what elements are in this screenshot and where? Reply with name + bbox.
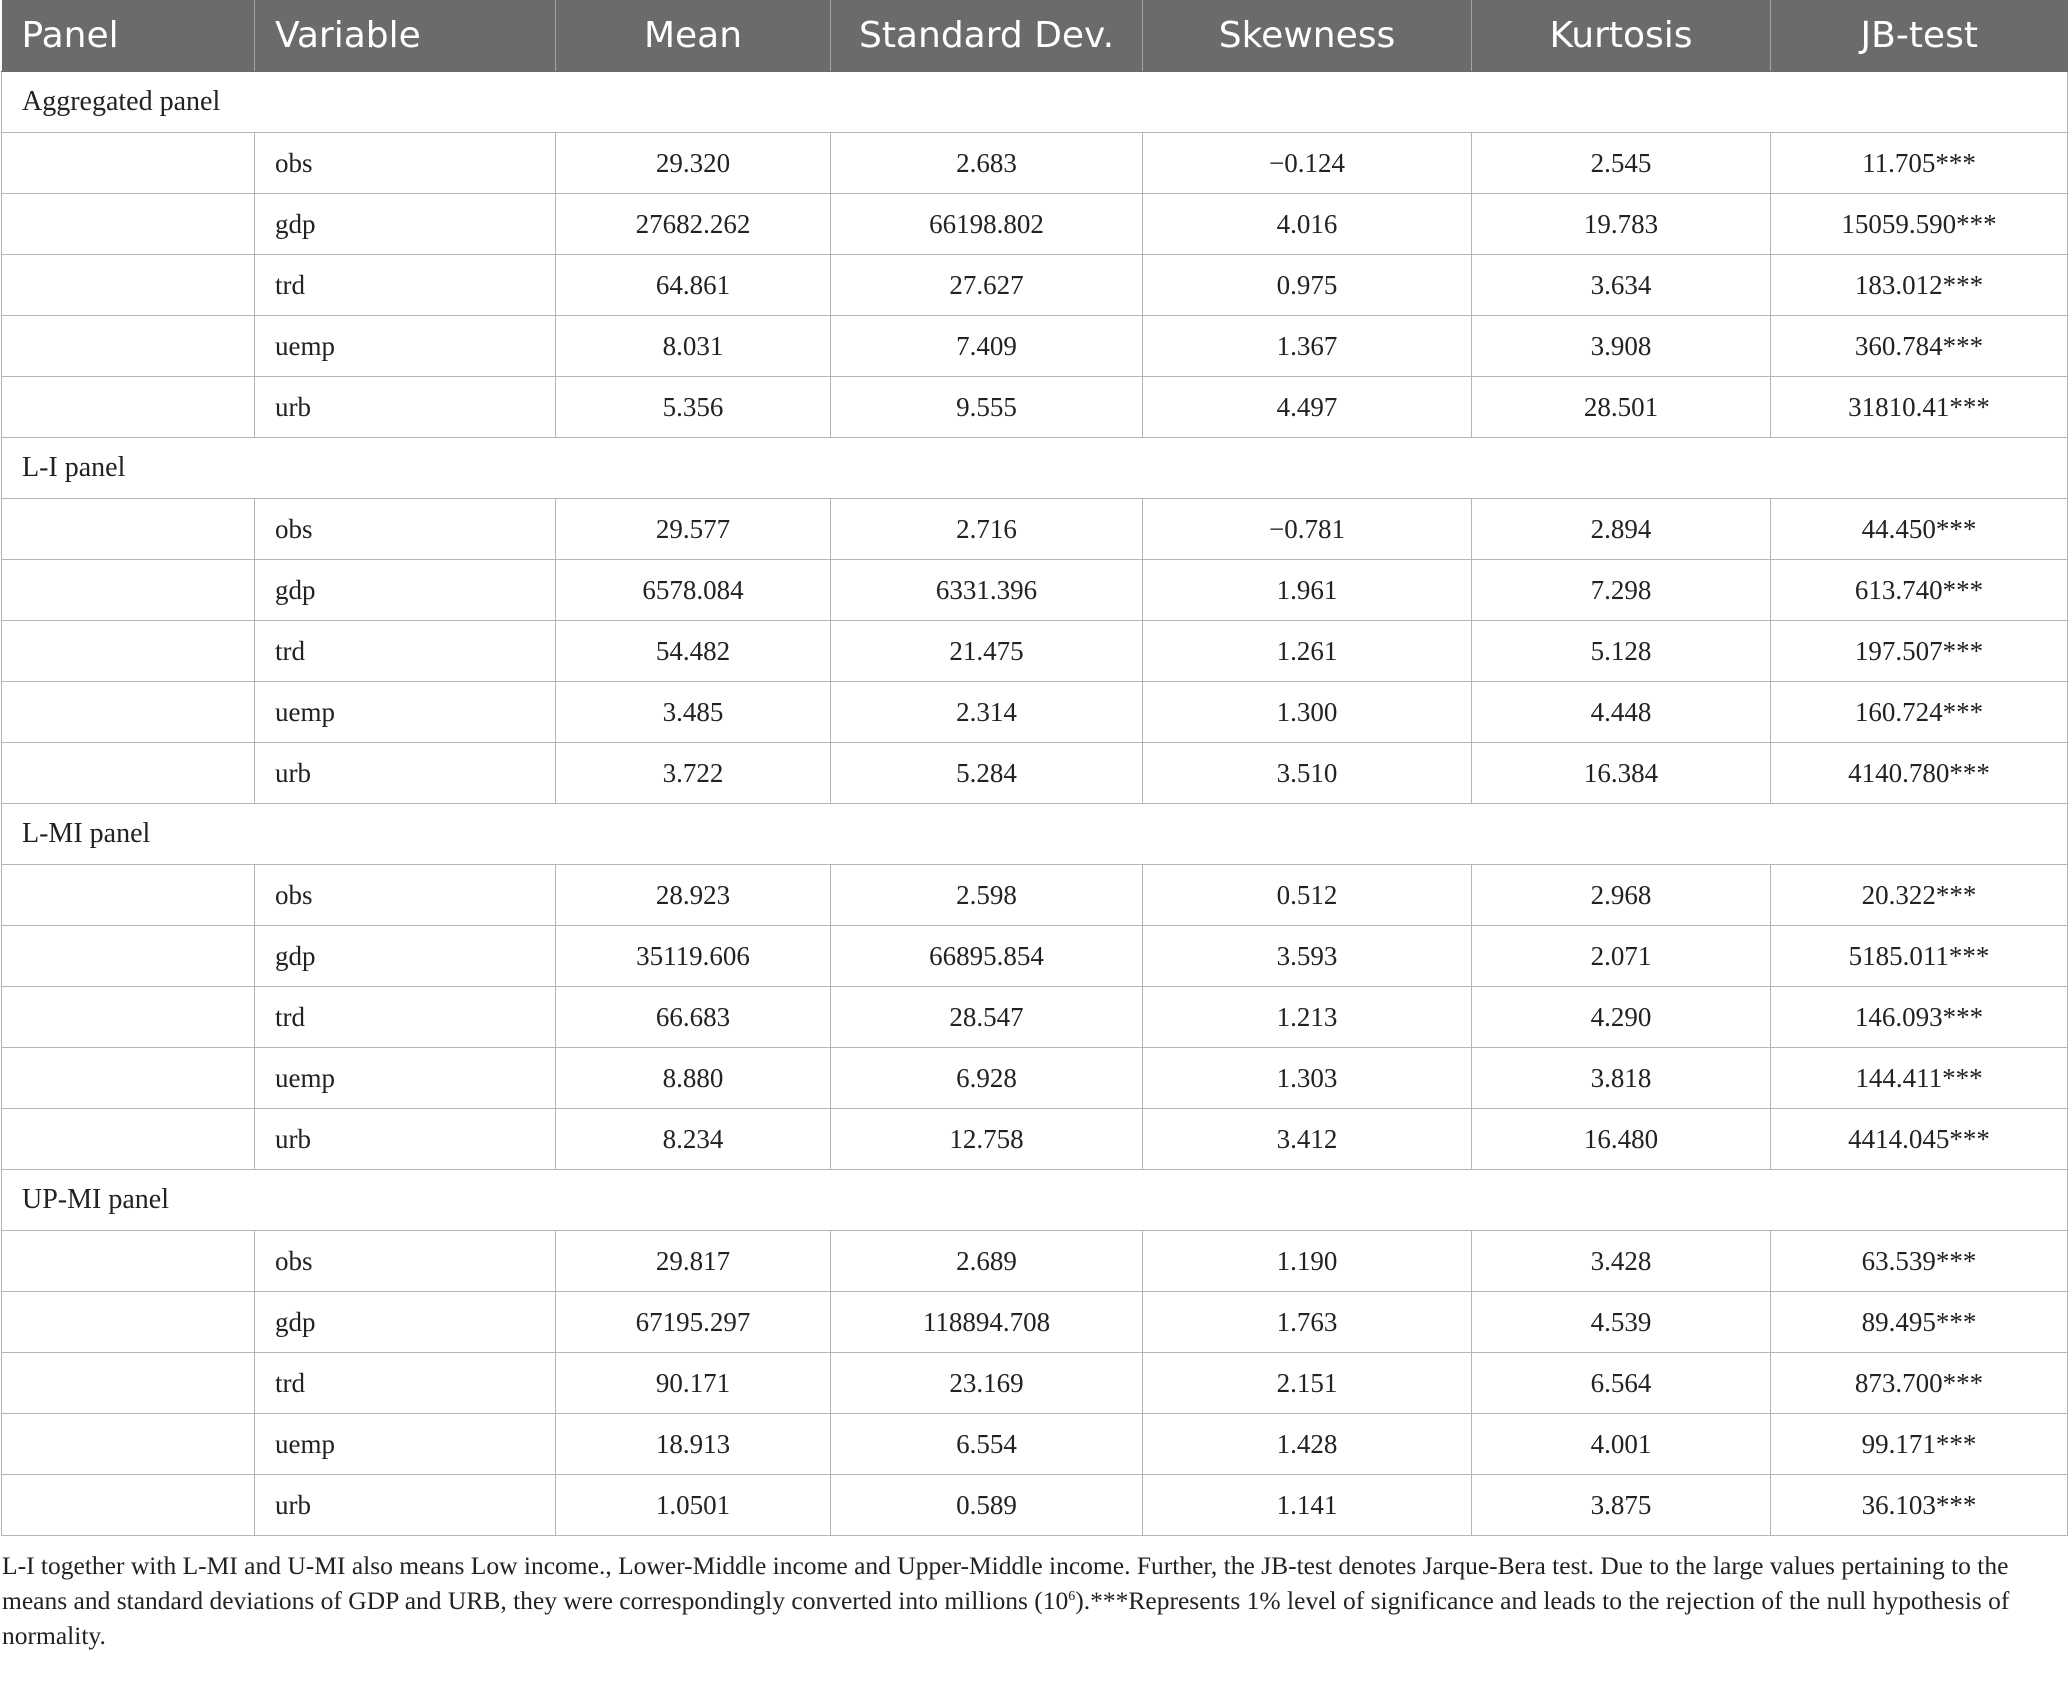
header-mean: Mean bbox=[556, 0, 831, 72]
table-row bbox=[2, 1475, 2068, 1536]
cell-standard-dev: 2.314 bbox=[831, 682, 1143, 743]
cell-standard-dev: 2.683 bbox=[831, 133, 1143, 194]
panel-group-row bbox=[2, 1170, 2068, 1231]
table-row bbox=[2, 255, 2068, 316]
header-panel: Panel bbox=[2, 0, 255, 72]
cell-mean: 27682.262 bbox=[556, 194, 831, 255]
cell-skewness: −0.124 bbox=[1143, 133, 1472, 194]
cell-jb-test: 360.784*** bbox=[1771, 316, 2068, 377]
cell-mean: 35119.606 bbox=[556, 926, 831, 987]
cell-skewness: 1.428 bbox=[1143, 1414, 1472, 1475]
cell-standard-dev: 21.475 bbox=[831, 621, 1143, 682]
cell-standard-dev: 5.284 bbox=[831, 743, 1143, 804]
panel-cell-empty bbox=[2, 133, 255, 194]
cell-mean: 54.482 bbox=[556, 621, 831, 682]
cell-variable: trd bbox=[255, 987, 556, 1048]
cell-standard-dev: 118894.708 bbox=[831, 1292, 1143, 1353]
table-row bbox=[2, 1353, 2068, 1414]
cell-jb-test: 183.012*** bbox=[1771, 255, 2068, 316]
cell-mean: 29.817 bbox=[556, 1231, 831, 1292]
cell-skewness: 3.412 bbox=[1143, 1109, 1472, 1170]
header-jb-test: JB-test bbox=[1771, 0, 2068, 72]
cell-jb-test: 5185.011*** bbox=[1771, 926, 2068, 987]
cell-variable: uemp bbox=[255, 316, 556, 377]
cell-mean: 3.722 bbox=[556, 743, 831, 804]
panel-cell-empty bbox=[2, 1353, 255, 1414]
header-row bbox=[2, 0, 2068, 72]
table-row bbox=[2, 1109, 2068, 1170]
cell-standard-dev: 12.758 bbox=[831, 1109, 1143, 1170]
cell-skewness: 1.303 bbox=[1143, 1048, 1472, 1109]
table-footnote bbox=[2, 1548, 2057, 1653]
cell-skewness: 1.367 bbox=[1143, 316, 1472, 377]
table-row bbox=[2, 621, 2068, 682]
cell-jb-test: 613.740*** bbox=[1771, 560, 2068, 621]
descriptive-statistics-table bbox=[1, 0, 2068, 1536]
cell-skewness: 0.975 bbox=[1143, 255, 1472, 316]
cell-skewness: −0.781 bbox=[1143, 499, 1472, 560]
cell-kurtosis: 3.428 bbox=[1472, 1231, 1771, 1292]
cell-standard-dev: 0.589 bbox=[831, 1475, 1143, 1536]
header-skewness: Skewness bbox=[1143, 0, 1472, 72]
cell-standard-dev: 6.928 bbox=[831, 1048, 1143, 1109]
panel-group-row bbox=[2, 72, 2068, 133]
panel-cell-empty bbox=[2, 926, 255, 987]
cell-kurtosis: 19.783 bbox=[1472, 194, 1771, 255]
cell-mean: 90.171 bbox=[556, 1353, 831, 1414]
cell-skewness: 4.016 bbox=[1143, 194, 1472, 255]
panel-group-row bbox=[2, 804, 2068, 865]
cell-mean: 28.923 bbox=[556, 865, 831, 926]
cell-variable: obs bbox=[255, 499, 556, 560]
cell-standard-dev: 2.716 bbox=[831, 499, 1143, 560]
footnote-text-end: ).***Represents 1% level of significance and leads to the rejection of the null hypothesis of normality. bbox=[2, 1586, 2010, 1650]
cell-kurtosis: 16.384 bbox=[1472, 743, 1771, 804]
table-header bbox=[2, 0, 2068, 72]
cell-kurtosis: 4.001 bbox=[1472, 1414, 1771, 1475]
panel-cell-empty bbox=[2, 1231, 255, 1292]
cell-standard-dev: 27.627 bbox=[831, 255, 1143, 316]
cell-variable: trd bbox=[255, 255, 556, 316]
cell-mean: 64.861 bbox=[556, 255, 831, 316]
cell-kurtosis: 3.875 bbox=[1472, 1475, 1771, 1536]
cell-variable: gdp bbox=[255, 1292, 556, 1353]
cell-mean: 8.880 bbox=[556, 1048, 831, 1109]
cell-mean: 29.577 bbox=[556, 499, 831, 560]
cell-mean: 5.356 bbox=[556, 377, 831, 438]
cell-variable: uemp bbox=[255, 682, 556, 743]
cell-jb-test: 4140.780*** bbox=[1771, 743, 2068, 804]
table-row bbox=[2, 1292, 2068, 1353]
cell-standard-dev: 66895.854 bbox=[831, 926, 1143, 987]
panel-group-label: Aggregated panel bbox=[2, 72, 2068, 133]
cell-kurtosis: 16.480 bbox=[1472, 1109, 1771, 1170]
cell-jb-test: 160.724*** bbox=[1771, 682, 2068, 743]
panel-cell-empty bbox=[2, 743, 255, 804]
cell-jb-test: 31810.41*** bbox=[1771, 377, 2068, 438]
cell-kurtosis: 5.128 bbox=[1472, 621, 1771, 682]
header-standard-dev: Standard Dev. bbox=[831, 0, 1143, 72]
cell-mean: 18.913 bbox=[556, 1414, 831, 1475]
cell-variable: gdp bbox=[255, 926, 556, 987]
cell-kurtosis: 2.968 bbox=[1472, 865, 1771, 926]
cell-skewness: 1.763 bbox=[1143, 1292, 1472, 1353]
cell-jb-test: 144.411*** bbox=[1771, 1048, 2068, 1109]
cell-variable: urb bbox=[255, 1475, 556, 1536]
cell-variable: obs bbox=[255, 133, 556, 194]
cell-variable: trd bbox=[255, 1353, 556, 1414]
cell-kurtosis: 7.298 bbox=[1472, 560, 1771, 621]
panel-cell-empty bbox=[2, 1109, 255, 1170]
table-row bbox=[2, 133, 2068, 194]
panel-cell-empty bbox=[2, 682, 255, 743]
cell-kurtosis: 4.290 bbox=[1472, 987, 1771, 1048]
cell-kurtosis: 3.634 bbox=[1472, 255, 1771, 316]
cell-standard-dev: 66198.802 bbox=[831, 194, 1143, 255]
cell-kurtosis: 4.448 bbox=[1472, 682, 1771, 743]
cell-jb-test: 44.450*** bbox=[1771, 499, 2068, 560]
table-row bbox=[2, 1231, 2068, 1292]
cell-jb-test: 89.495*** bbox=[1771, 1292, 2068, 1353]
cell-jb-test: 146.093*** bbox=[1771, 987, 2068, 1048]
panel-group-label: L-I panel bbox=[2, 438, 2068, 499]
cell-jb-test: 15059.590*** bbox=[1771, 194, 2068, 255]
cell-variable: obs bbox=[255, 1231, 556, 1292]
cell-skewness: 3.593 bbox=[1143, 926, 1472, 987]
cell-mean: 3.485 bbox=[556, 682, 831, 743]
cell-skewness: 1.261 bbox=[1143, 621, 1472, 682]
table-row bbox=[2, 743, 2068, 804]
panel-cell-empty bbox=[2, 1292, 255, 1353]
panel-cell-empty bbox=[2, 865, 255, 926]
cell-skewness: 4.497 bbox=[1143, 377, 1472, 438]
cell-skewness: 1.300 bbox=[1143, 682, 1472, 743]
cell-mean: 8.031 bbox=[556, 316, 831, 377]
cell-variable: uemp bbox=[255, 1414, 556, 1475]
cell-standard-dev: 7.409 bbox=[831, 316, 1143, 377]
cell-standard-dev: 9.555 bbox=[831, 377, 1143, 438]
panel-cell-empty bbox=[2, 1475, 255, 1536]
panel-group-label: UP-MI panel bbox=[2, 1170, 2068, 1231]
cell-kurtosis: 2.545 bbox=[1472, 133, 1771, 194]
cell-variable: uemp bbox=[255, 1048, 556, 1109]
table-row bbox=[2, 377, 2068, 438]
cell-variable: trd bbox=[255, 621, 556, 682]
cell-standard-dev: 2.689 bbox=[831, 1231, 1143, 1292]
cell-variable: urb bbox=[255, 743, 556, 804]
header-kurtosis: Kurtosis bbox=[1472, 0, 1771, 72]
cell-variable: gdp bbox=[255, 194, 556, 255]
table-row bbox=[2, 1048, 2068, 1109]
cell-jb-test: 63.539*** bbox=[1771, 1231, 2068, 1292]
cell-kurtosis: 4.539 bbox=[1472, 1292, 1771, 1353]
cell-skewness: 1.141 bbox=[1143, 1475, 1472, 1536]
panel-group-row bbox=[2, 438, 2068, 499]
table-row bbox=[2, 682, 2068, 743]
cell-jb-test: 20.322*** bbox=[1771, 865, 2068, 926]
cell-standard-dev: 2.598 bbox=[831, 865, 1143, 926]
header-variable: Variable bbox=[255, 0, 556, 72]
cell-skewness: 1.190 bbox=[1143, 1231, 1472, 1292]
panel-cell-empty bbox=[2, 377, 255, 438]
cell-jb-test: 36.103*** bbox=[1771, 1475, 2068, 1536]
cell-skewness: 0.512 bbox=[1143, 865, 1472, 926]
panel-cell-empty bbox=[2, 1048, 255, 1109]
table-row bbox=[2, 194, 2068, 255]
cell-jb-test: 99.171*** bbox=[1771, 1414, 2068, 1475]
cell-mean: 6578.084 bbox=[556, 560, 831, 621]
footnote-superscript: 6 bbox=[1068, 1589, 1076, 1604]
cell-variable: obs bbox=[255, 865, 556, 926]
cell-skewness: 2.151 bbox=[1143, 1353, 1472, 1414]
cell-kurtosis: 6.564 bbox=[1472, 1353, 1771, 1414]
cell-jb-test: 873.700*** bbox=[1771, 1353, 2068, 1414]
footnote-text: L-I together with L-MI and U-MI also means Low income., Lower-Middle income and Upper-Middle income. Further, the JB-test denotes Jarque-Bera test. Due to the large values pertaining to the means and standard deviations of GDP and URB, they were correspondingly converted into millions (10 bbox=[2, 1551, 2009, 1615]
table-row bbox=[2, 560, 2068, 621]
table-row bbox=[2, 865, 2068, 926]
cell-kurtosis: 3.818 bbox=[1472, 1048, 1771, 1109]
cell-standard-dev: 6331.396 bbox=[831, 560, 1143, 621]
cell-kurtosis: 28.501 bbox=[1472, 377, 1771, 438]
panel-cell-empty bbox=[2, 621, 255, 682]
panel-cell-empty bbox=[2, 560, 255, 621]
panel-group-label: L-MI panel bbox=[2, 804, 2068, 865]
cell-jb-test: 11.705*** bbox=[1771, 133, 2068, 194]
cell-kurtosis: 2.894 bbox=[1472, 499, 1771, 560]
table-row bbox=[2, 926, 2068, 987]
cell-variable: urb bbox=[255, 377, 556, 438]
cell-standard-dev: 28.547 bbox=[831, 987, 1143, 1048]
cell-kurtosis: 2.071 bbox=[1472, 926, 1771, 987]
panel-cell-empty bbox=[2, 316, 255, 377]
table-row bbox=[2, 499, 2068, 560]
cell-skewness: 1.213 bbox=[1143, 987, 1472, 1048]
cell-jb-test: 4414.045*** bbox=[1771, 1109, 2068, 1170]
panel-cell-empty bbox=[2, 194, 255, 255]
cell-mean: 66.683 bbox=[556, 987, 831, 1048]
table-row bbox=[2, 1414, 2068, 1475]
cell-variable: gdp bbox=[255, 560, 556, 621]
table-row bbox=[2, 987, 2068, 1048]
cell-mean: 8.234 bbox=[556, 1109, 831, 1170]
cell-standard-dev: 6.554 bbox=[831, 1414, 1143, 1475]
table-row bbox=[2, 316, 2068, 377]
cell-mean: 67195.297 bbox=[556, 1292, 831, 1353]
panel-cell-empty bbox=[2, 499, 255, 560]
cell-kurtosis: 3.908 bbox=[1472, 316, 1771, 377]
panel-cell-empty bbox=[2, 1414, 255, 1475]
table-body bbox=[2, 72, 2068, 1536]
cell-jb-test: 197.507*** bbox=[1771, 621, 2068, 682]
panel-cell-empty bbox=[2, 987, 255, 1048]
panel-cell-empty bbox=[2, 255, 255, 316]
cell-skewness: 1.961 bbox=[1143, 560, 1472, 621]
cell-variable: urb bbox=[255, 1109, 556, 1170]
cell-skewness: 3.510 bbox=[1143, 743, 1472, 804]
cell-standard-dev: 23.169 bbox=[831, 1353, 1143, 1414]
cell-mean: 1.0501 bbox=[556, 1475, 831, 1536]
cell-mean: 29.320 bbox=[556, 133, 831, 194]
